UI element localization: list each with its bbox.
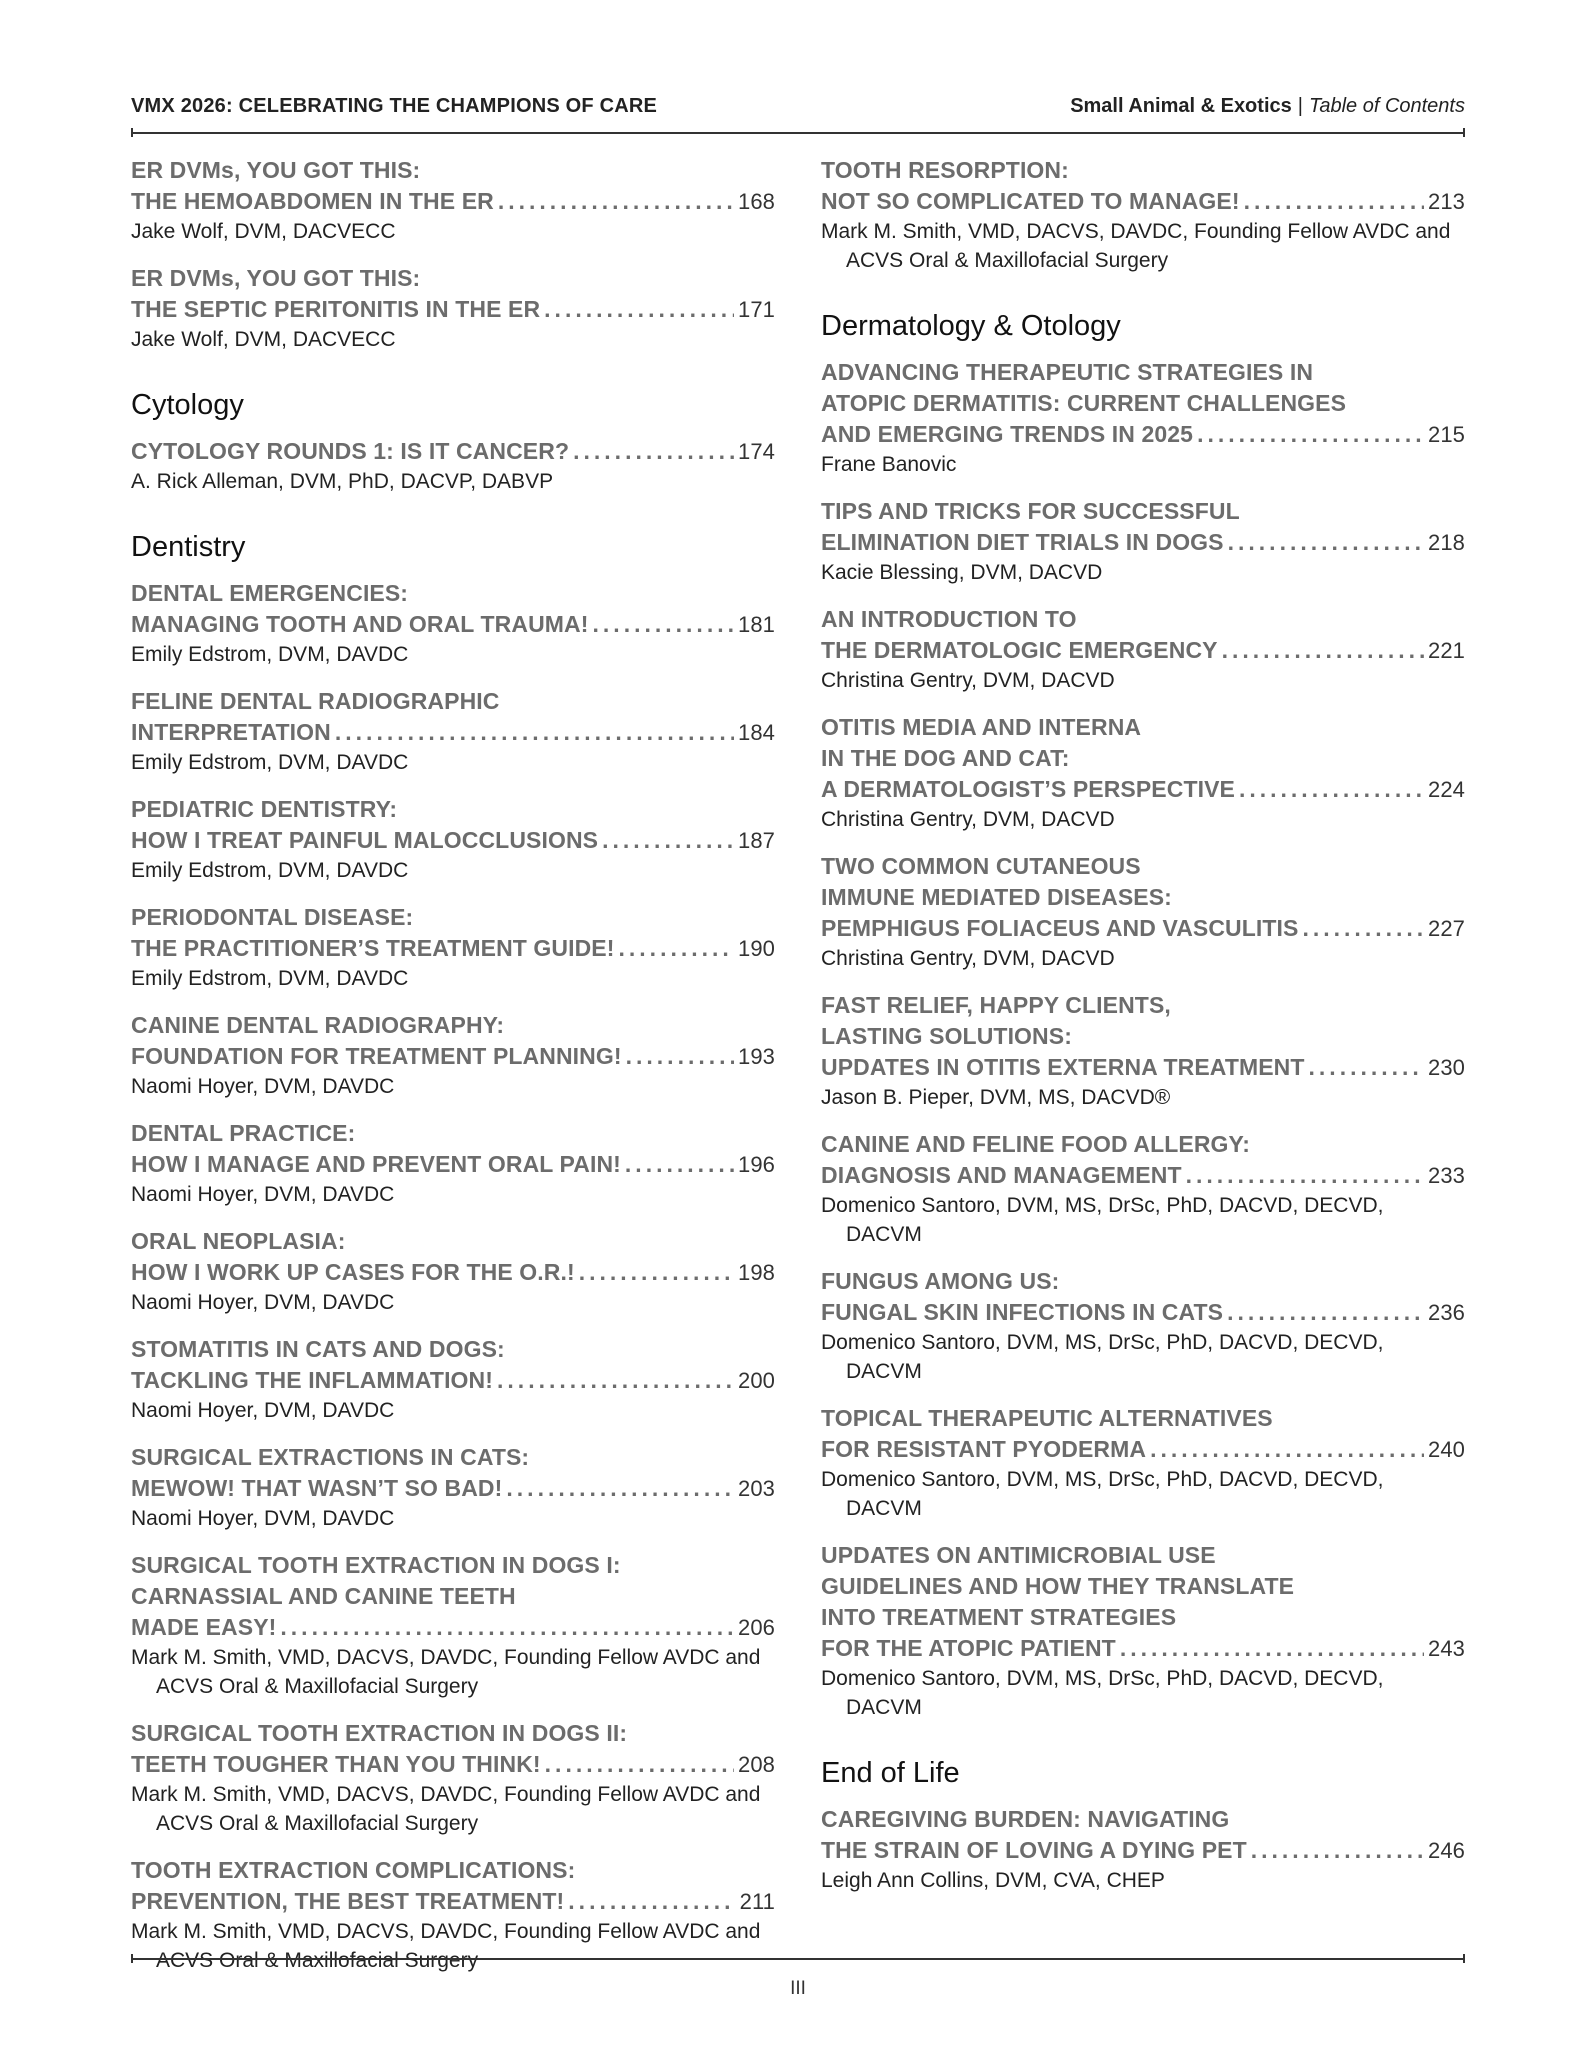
entry-title-line: UPDATES ON ANTIMICROBIAL USE [821,1542,1216,1568]
entry-author: Christina Gentry, DVM, DACVD [821,669,1115,692]
toc-entry[interactable] [131,1550,775,1701]
toc-entry[interactable] [131,578,775,669]
entry-title-line: AN INTRODUCTION TO [821,606,1077,632]
entry-author: Emily Edstrom, DVM, DAVDC [131,643,409,666]
toc-entry[interactable] [131,1334,775,1425]
entry-title-last-line [821,527,1465,558]
entry-title-line: HOW I TREAT PAINFUL MALOCCLUSIONS [131,827,599,853]
entry-author: Christina Gentry, DVM, DACVD [821,947,1115,970]
entry-title-last-line [131,294,775,325]
dot-leader [498,186,734,217]
toc-entry[interactable] [131,1442,775,1533]
entry-page-number: 208 [737,1752,775,1777]
entry-author: Leigh Ann Collins, DVM, CVA, CHEP [821,1869,1165,1892]
entry-author: Naomi Hoyer, DVM, DAVDC [131,1507,395,1530]
entry-title-last-line [131,186,775,217]
entry-title-last-line [821,1633,1465,1664]
entry-title-line: MEWOW! THAT WASN’T SO BAD! [131,1475,503,1501]
section-heading: Cytology [131,389,244,421]
entry-title-last-line [821,419,1465,450]
entry-page-number: 203 [737,1476,775,1501]
entry-title-last-line [131,609,775,640]
entry-author: Naomi Hoyer, DVM, DAVDC [131,1183,395,1206]
entry-author: Mark M. Smith, VMD, DACVS, DAVDC, Founding Fellow AVDC and ACVS Oral & Maxillofacial Surgery [131,1920,761,1972]
entry-title-last-line [821,913,1465,944]
toc-entry[interactable] [821,712,1465,834]
entry-title-line: PEDIATRIC DENTISTRY: [131,796,398,822]
entry-title-last-line [821,1434,1465,1465]
entry-page-number: 227 [1427,916,1465,941]
entry-author: Naomi Hoyer, DVM, DAVDC [131,1075,395,1098]
entry-title-line: FAST RELIEF, HAPPY CLIENTS, [821,992,1171,1018]
dot-leader [1186,1160,1424,1191]
toc-entry[interactable] [821,155,1465,275]
toc-entry[interactable] [131,1855,775,1975]
entry-title-last-line [131,1886,775,1917]
entry-title-line: PREVENTION, THE BEST TREATMENT! [131,1888,565,1914]
entry-title-line: AND EMERGING TRENDS IN 2025 [821,421,1194,447]
entry-page-number: 187 [737,828,775,853]
entry-page-number: 211 [739,1889,775,1914]
dot-leader [625,1149,734,1180]
entry-title-line: FOUNDATION FOR TREATMENT PLANNING! [131,1043,622,1069]
entry-author: Naomi Hoyer, DVM, DAVDC [131,1399,395,1422]
entry-page-number: 168 [737,189,775,214]
entry-title-last-line [821,186,1465,217]
dot-leader [1120,1633,1424,1664]
entry-page-number: 206 [737,1615,775,1640]
entry-page-number: 193 [737,1044,775,1069]
toc-entry[interactable] [821,851,1465,973]
entry-title-line: ER DVMs, YOU GOT THIS: [131,265,421,291]
header-separator: | [1297,94,1303,117]
entry-title-last-line [821,1052,1465,1083]
entry-title-line: PEMPHIGUS FOLIACEUS AND VASCULITIS [821,915,1299,941]
entry-title-line: THE PRACTITIONER’S TREATMENT GUIDE! [131,935,615,961]
entry-title-line: TWO COMMON CUTANEOUS [821,853,1141,879]
dot-leader [545,1749,734,1780]
entry-title-line: OTITIS MEDIA AND INTERNA [821,714,1142,740]
section-heading: Dermatology & Otology [821,310,1121,342]
entry-author: Domenico Santoro, DVM, MS, DrSc, PhD, DACVD, DECVD, DACVM [821,1468,1384,1520]
entry-title-line: CANINE AND FELINE FOOD ALLERGY: [821,1131,1251,1157]
entry-title-line: CARNASSIAL AND CANINE TEETH [131,1583,516,1609]
entry-author: Domenico Santoro, DVM, MS, DrSc, PhD, DACVD, DECVD, DACVM [821,1331,1384,1383]
entry-title-line: THE HEMOABDOMEN IN THE ER [131,188,494,214]
entry-title-last-line [131,1041,775,1072]
entry-title-last-line [131,1257,775,1288]
entry-title-line: INTERPRETATION [131,719,331,745]
toc-right-column [821,155,1465,1912]
entry-title-last-line [131,825,775,856]
toc-entry[interactable] [131,794,775,885]
entry-title-last-line [131,1612,775,1643]
entry-title-line: TACKLING THE INFLAMMATION! [131,1367,494,1393]
entry-title-last-line [821,1835,1465,1866]
entry-author: Mark M. Smith, VMD, DACVS, DAVDC, Founding Fellow AVDC and ACVS Oral & Maxillofacial Surgery [821,220,1451,272]
entry-page-number: 181 [737,612,775,637]
toc-entry[interactable] [821,357,1465,479]
toc-entry[interactable] [821,604,1465,695]
entry-title-line: FOR RESISTANT PYODERMA [821,1436,1147,1462]
entry-title-last-line [131,1749,775,1780]
entry-title-line: FUNGUS AMONG US: [821,1268,1060,1294]
entry-page-number: 200 [737,1368,775,1393]
dot-leader [1228,527,1424,558]
entry-author: Jake Wolf, DVM, DACVECC [131,220,396,243]
toc-entry[interactable] [131,436,775,496]
entry-title-line: LASTING SOLUTIONS: [821,1023,1072,1049]
entry-page-number: 213 [1427,189,1465,214]
entry-author: Jake Wolf, DVM, DACVECC [131,328,396,351]
dot-leader [568,1886,735,1917]
header-category: Small Animal & Exotics [1070,94,1292,117]
entry-title-last-line [131,933,775,964]
entry-title-line: NOT SO COMPLICATED TO MANAGE! [821,188,1240,214]
entry-title-last-line [821,1160,1465,1191]
entry-author: A. Rick Alleman, DVM, PhD, DACVP, DABVP [131,470,554,493]
entry-title-line: DENTAL PRACTICE: [131,1120,356,1146]
dot-leader [1227,1297,1424,1328]
entry-page-number: 221 [1427,638,1465,663]
entry-title-last-line [131,1149,775,1180]
entry-title-line: CYTOLOGY ROUNDS 1: IS IT CANCER? [131,438,570,464]
section-heading: End of Life [821,1757,960,1789]
entry-title-line: ADVANCING THERAPEUTIC STRATEGIES IN [821,359,1314,385]
dot-leader [1150,1434,1424,1465]
dot-leader [573,436,734,467]
header-rule [131,132,1465,134]
toc-entry[interactable] [821,1266,1465,1386]
entry-title-line: SURGICAL TOOTH EXTRACTION IN DOGS I: [131,1552,621,1578]
entry-author: Frane Banovic [821,453,957,476]
toc-entry[interactable] [821,1540,1465,1722]
dot-leader [1302,913,1424,944]
entry-author: Emily Edstrom, DVM, DAVDC [131,859,409,882]
toc-left-column [131,155,775,1992]
dot-leader [1239,774,1424,805]
toc-entry[interactable] [131,1226,775,1317]
entry-title-last-line [131,1365,775,1396]
toc-entry[interactable] [821,1129,1465,1249]
entry-title-line: MANAGING TOOTH AND ORAL TRAUMA! [131,611,589,637]
entry-title-line: HOW I MANAGE AND PREVENT ORAL PAIN! [131,1151,621,1177]
dot-leader [280,1612,734,1643]
entry-title-last-line [131,717,775,748]
toc-entry[interactable] [821,496,1465,587]
toc-entry[interactable] [821,1403,1465,1523]
entry-title-line: TOPICAL THERAPEUTIC ALTERNATIVES [821,1405,1273,1431]
entry-page-number: 190 [737,936,775,961]
dot-leader [619,933,734,964]
dot-leader [593,609,734,640]
entry-title-line: FELINE DENTAL RADIOGRAPHIC [131,688,500,714]
entry-title-line: STOMATITIS IN CATS AND DOGS: [131,1336,505,1362]
entry-author: Jason B. Pieper, DVM, MS, DACVD® [821,1086,1171,1109]
toc-entry[interactable] [131,263,775,354]
entry-title-line: HOW I WORK UP CASES FOR THE O.R.! [131,1259,575,1285]
dot-leader [1251,1835,1424,1866]
entry-title-line: TIPS AND TRICKS FOR SUCCESSFUL [821,498,1240,524]
toc-entry[interactable] [131,1718,775,1838]
entry-title-line: THE SEPTIC PERITONITIS IN THE ER [131,296,541,322]
entry-title-line: INTO TREATMENT STRATEGIES [821,1604,1177,1630]
entry-page-number: 246 [1427,1838,1465,1863]
entry-author: Mark M. Smith, VMD, DACVS, DAVDC, Founding Fellow AVDC and ACVS Oral & Maxillofacial Surgery [131,1783,761,1835]
entry-page-number: 174 [737,439,775,464]
entry-page-number: 233 [1427,1163,1465,1188]
entry-author: Emily Edstrom, DVM, DAVDC [131,751,409,774]
entry-title-line: TEETH TOUGHER THAN YOU THINK! [131,1751,541,1777]
entry-title-line: PERIODONTAL DISEASE: [131,904,414,930]
entry-page-number: 224 [1427,777,1465,802]
toc-entry[interactable] [131,1010,775,1101]
entry-title-last-line [821,1297,1465,1328]
entry-page-number: 215 [1427,422,1465,447]
dot-leader [1222,635,1424,666]
entry-title-line: THE DERMATOLOGIC EMERGENCY [821,637,1218,663]
entry-author: Christina Gentry, DVM, DACVD [821,808,1115,831]
entry-title-line: CANINE DENTAL RADIOGRAPHY: [131,1012,505,1038]
dot-leader [335,717,734,748]
entry-page-number: 230 [1427,1055,1465,1080]
entry-page-number: 240 [1427,1437,1465,1462]
toc-entry[interactable] [821,990,1465,1112]
entry-title-line: DENTAL EMERGENCIES: [131,580,409,606]
section-heading: Dentistry [131,531,246,563]
entry-title-line: IMMUNE MEDIATED DISEASES: [821,884,1172,910]
entry-author: Kacie Blessing, DVM, DACVD [821,561,1103,584]
entry-page-number: 196 [737,1152,775,1177]
entry-title-line: FOR THE ATOPIC PATIENT [821,1635,1116,1661]
entry-title-line: ATOPIC DERMATITIS: CURRENT CHALLENGES [821,390,1347,416]
toc-entry[interactable] [131,155,775,246]
entry-title-line: FUNGAL SKIN INFECTIONS IN CATS [821,1299,1224,1325]
entry-title-line: SURGICAL EXTRACTIONS IN CATS: [131,1444,530,1470]
entry-title-line: TOOTH RESORPTION: [821,157,1069,183]
entry-author: Mark M. Smith, VMD, DACVS, DAVDC, Founding Fellow AVDC and ACVS Oral & Maxillofacial Surgery [131,1646,761,1698]
entry-title-line: UPDATES IN OTITIS EXTERNA TREATMENT [821,1054,1305,1080]
page-header [131,92,1465,120]
entry-title-line: A DERMATOLOGIST’S PERSPECTIVE [821,776,1235,802]
entry-page-number: 198 [737,1260,775,1285]
entry-page-number: 218 [1427,530,1465,555]
footer-rule [131,1958,1465,1960]
dot-leader [579,1257,734,1288]
toc-entry[interactable] [821,1804,1465,1895]
entry-author: Naomi Hoyer, DVM, DAVDC [131,1291,395,1314]
entry-title-line: MADE EASY! [131,1614,277,1640]
dot-leader [544,294,734,325]
entry-page-number: 236 [1427,1300,1465,1325]
entry-title-line: ORAL NEOPLASIA: [131,1228,346,1254]
entry-title-line: TOOTH EXTRACTION COMPLICATIONS: [131,1857,576,1883]
entry-title-last-line [131,436,775,467]
header-section-label [1070,95,1465,118]
page-number: III [790,1978,806,1999]
entry-author: Domenico Santoro, DVM, MS, DrSc, PhD, DACVD, DECVD, DACVM [821,1194,1384,1246]
entry-title-last-line [131,1473,775,1504]
entry-title-line: DIAGNOSIS AND MANAGEMENT [821,1162,1182,1188]
entry-title-line: ELIMINATION DIET TRIALS IN DOGS [821,529,1224,555]
entry-title-line: THE STRAIN OF LOVING A DYING PET [821,1837,1247,1863]
entry-author: Emily Edstrom, DVM, DAVDC [131,967,409,990]
header-toc-label: Table of Contents [1308,94,1465,117]
entry-page-number: 243 [1427,1636,1465,1661]
entry-title-line: GUIDELINES AND HOW THEY TRANSLATE [821,1573,1295,1599]
entry-title-line: IN THE DOG AND CAT: [821,745,1070,771]
dot-leader [497,1365,734,1396]
entry-title-last-line [821,635,1465,666]
entry-title-line: SURGICAL TOOTH EXTRACTION IN DOGS II: [131,1720,628,1746]
toc-entry[interactable] [131,1118,775,1209]
entry-title-line: CAREGIVING BURDEN: NAVIGATING [821,1806,1230,1832]
toc-entry[interactable] [131,902,775,993]
dot-leader [1197,419,1424,450]
dot-leader [602,825,734,856]
entry-page-number: 184 [737,720,775,745]
entry-title-last-line [821,774,1465,805]
conference-title: VMX 2026: CELEBRATING THE CHAMPIONS OF CARE [131,94,658,117]
toc-entry[interactable] [131,686,775,777]
dot-leader [626,1041,734,1072]
entry-author: Domenico Santoro, DVM, MS, DrSc, PhD, DACVD, DECVD, DACVM [821,1667,1384,1719]
entry-page-number: 171 [737,297,775,322]
dot-leader [1309,1052,1424,1083]
entry-title-line: ER DVMs, YOU GOT THIS: [131,157,421,183]
dot-leader [1244,186,1424,217]
dot-leader [506,1473,734,1504]
